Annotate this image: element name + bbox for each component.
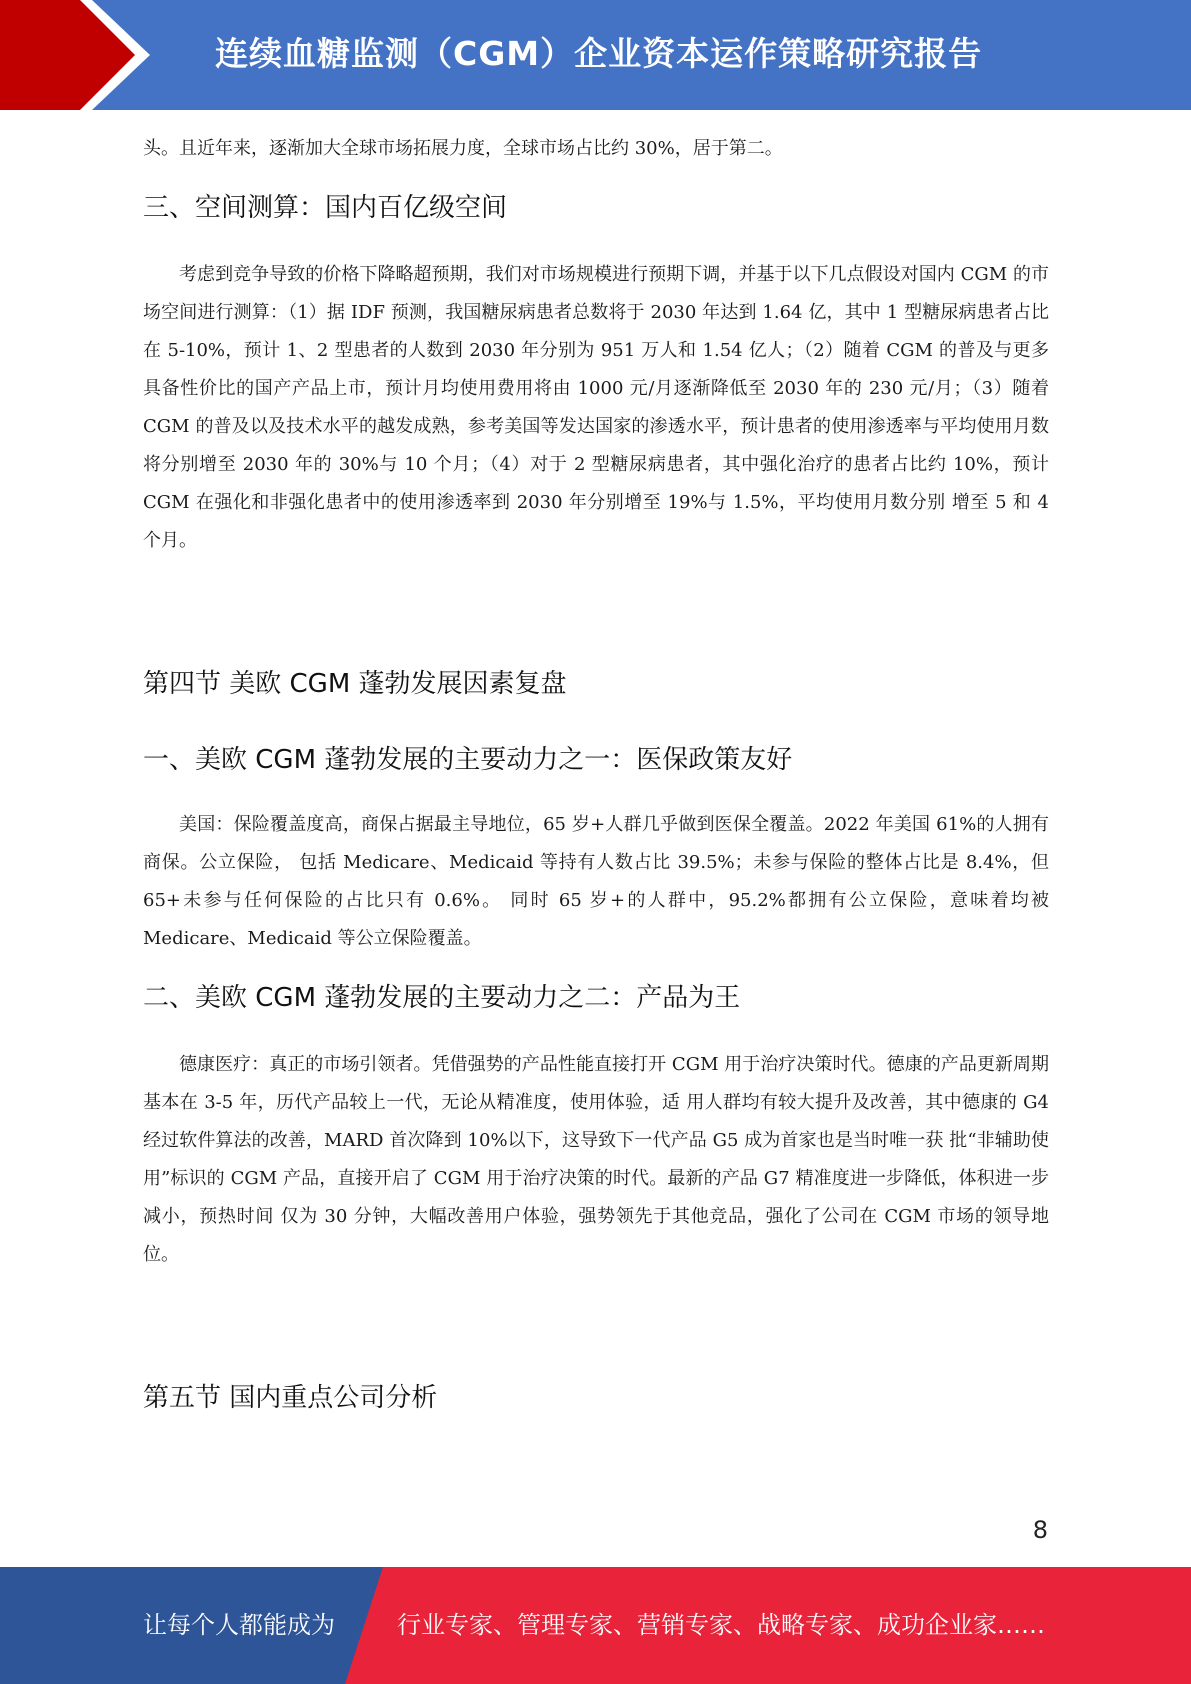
page-content <box>143 130 1049 1418</box>
heading-driver-2: 二、美欧 CGM 蓬勃发展的主要动力之二：产品为王 <box>143 983 741 1013</box>
footer-slogan-left: 让每个人都能成为 <box>143 1611 335 1639</box>
footer-slogan-right: 行业专家、管理专家、营销专家、战略专家、成功企业家…… <box>397 1611 1045 1639</box>
heading-driver-1: 一、美欧 CGM 蓬勃发展的主要动力之一：医保政策友好 <box>143 745 793 775</box>
page-header <box>0 0 1191 110</box>
report-title: 连续血糖监测（CGM）企业资本运作策略研究报告 <box>215 34 983 73</box>
heading-section-5: 第五节 国内重点公司分析 <box>143 1383 438 1413</box>
heading-space-estimate: 三、空间测算：国内百亿级空间 <box>143 193 508 223</box>
driver-1-paragraph: 美国：保险覆盖度高，商保占据最主导地位，65 岁+人群几乎做到医保全覆盖。2022 年美国 61%的人拥有商保。公立保险， 包括 Medicare、Medicaid 等持有人数占比 39.5%；未参与保险的整体占比是 8.4%，但 65+未参与任何保险的占比只有 0.6%。 同时 65 岁+的人群中，95.2%都拥有公立保险，意味着均被 Medicare、Medicaid 等公立保险覆盖。 <box>143 814 1049 949</box>
space-estimate-paragraph: 考虑到竞争导致的价格下降略超预期，我们对市场规模进行预期下调，并基于以下几点假设对国内 CGM 的市场空间进行测算：（1）据 IDF 预测，我国糖尿病患者总数将于 2030 年达到 1.64 亿，其中 1 型糖尿病患者占比在 5-10%，预计 1、2 型患者的人数到 2030 年分别为 951 万人和 1.54 亿人；（2）随着 CGM 的普及与更多具备性价比的国产产品上市，预计月均使用费用将由 1000 元/月逐渐降低至 2030 年的 230 元/月；（3）随着 CGM 的普及以及技术水平的越发成熟，参考美国等发达国家的渗透水平，预计患者的使用渗透率与平均使用月数将分别增至 2030 年的 30%与 10 个月；（4）对于 2 型糖尿病患者，其中强化治疗的患者占比约 10%，预计 CGM 在强化和非强化患者中的使用渗透率到 2030 年分别增至 19%与 1.5%，平均使用月数分别 增至 5 和 4 个月。 <box>143 264 1049 551</box>
driver-2-paragraph: 德康医疗：真正的市场引领者。凭借强势的产品性能直接打开 CGM 用于治疗决策时代。德康的产品更新周期基本在 3-5 年，历代产品较上一代，无论从精准度，使用体验，适 用人群均有较大提升及改善，其中德康的 G4 经过软件算法的改善，MARD 首次降到 10%以下，这导致下一代产品 G5 成为首家也是当时唯一获 批“非辅助使用”标识的 CGM 产品，直接开启了 CGM 用于治疗决策的时代。最新的产品 G7 精准度进一步降低，体积进一步减小，预热时间 仅为 30 分钟，大幅改善用户体验，强势领先于其他竞品，强化了公司在 CGM 市场的领导地位。 <box>143 1054 1049 1265</box>
page-number: 8 <box>1032 1516 1048 1544</box>
intro-paragraph: 头。且近年来，逐渐加大全球市场拓展力度，全球市场占比约 30%，居于第二。 <box>143 138 783 159</box>
page-footer <box>0 1567 1191 1684</box>
heading-section-4: 第四节 美欧 CGM 蓬勃发展因素复盘 <box>143 669 567 699</box>
